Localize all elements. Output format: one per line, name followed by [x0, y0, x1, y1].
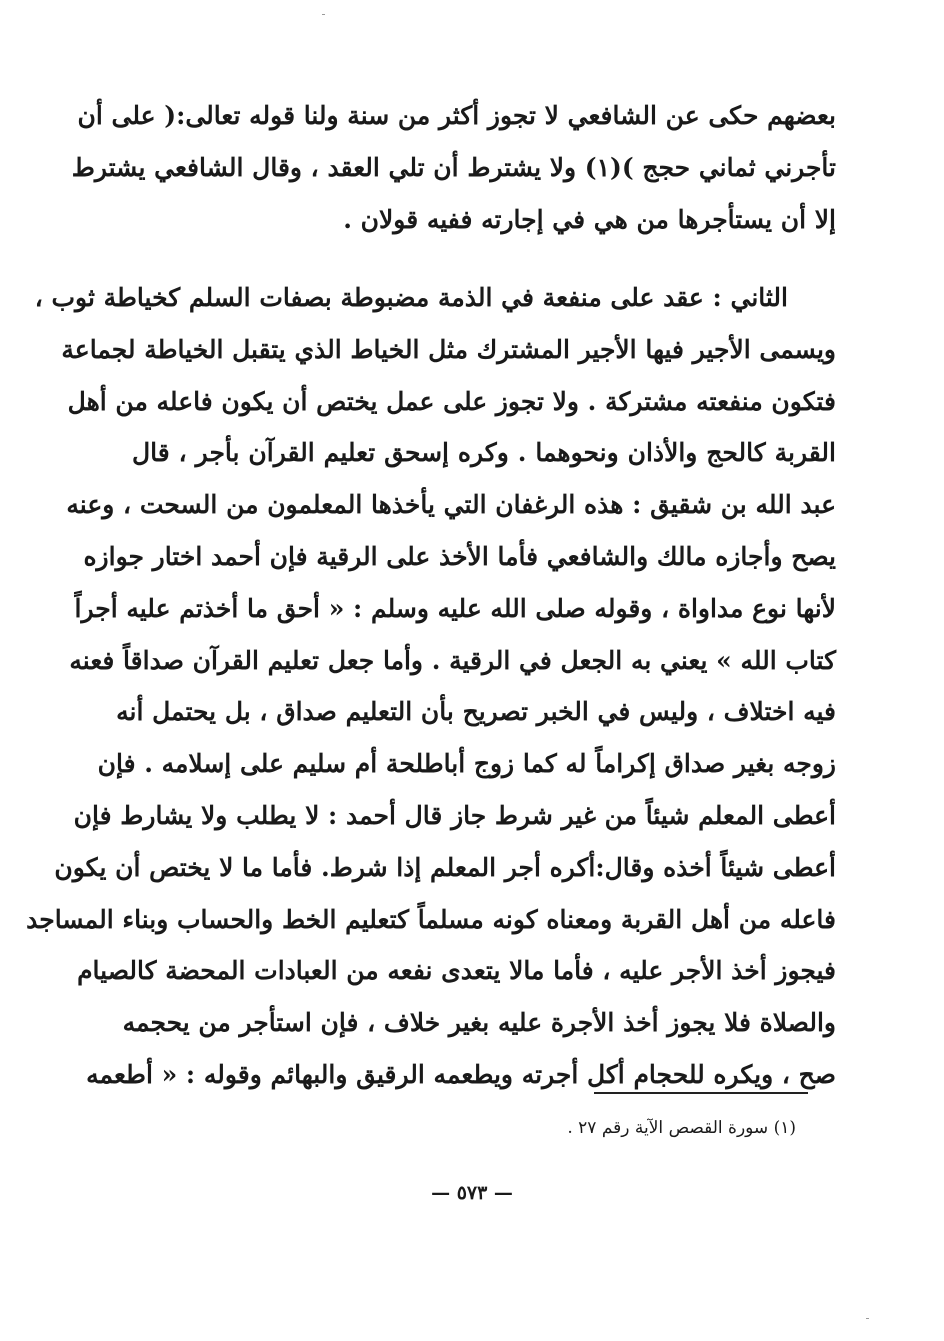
text-line: يصح وأجازه مالك والشافعي فأما الأخذ على الرقية فإن أحمد اختار جوازه [83, 541, 836, 571]
footnote-divider [594, 1092, 808, 1094]
text-line: صح ، ويكره للحجام أكل أجرته ويطعمه الرقيق والبهائم وقوله : « أطعمه [86, 1059, 836, 1089]
text-line: لأنها نوع مداواة ، وقوله صلى الله عليه وسلم : « أحق ما أخذتم عليه أجراً [74, 593, 836, 623]
scan-speck [866, 1318, 869, 1319]
text-line: فيجوز أخذ الأجر عليه ، فأما مالا يتعدى نفعه من العبادات المحضة كالصيام [77, 956, 836, 986]
scan-speck [322, 14, 325, 15]
paragraph-1 [71, 90, 836, 246]
text-line: كتاب الله » يعني به الجعل في الرقية . وأما جعل تعليم القرآن صداقاً فعنه [69, 645, 836, 675]
text-line: زوجه بغير صداق إكراماً له كما زوج أباطلحة أم سليم على إسلامه . فإن [97, 749, 836, 779]
text-line: ويسمى الأجير فيها الأجير المشترك مثل الخياط الذي يتقبل الخياطة لجماعة [61, 334, 836, 364]
text-line: القربة كالحج والأذان ونحوهما . وكره إسحق تعليم القرآن بأجر ، قال [132, 438, 836, 468]
text-line: عبد الله بن شقيق : هذه الرغفان التي يأخذها المعلمون من السحت ، وعنه [66, 490, 836, 520]
text-line: فاعله من أهل القربة ومعناه كونه مسلماً كتعليم الخط والحساب وبناء المساجد [26, 904, 836, 934]
text-line: بعضهم حكى عن الشافعي لا تجوز أكثر من سنة ولنا قوله تعالى:( على أن [77, 101, 836, 130]
text-line: أعطى شيئاً أخذه وقال:أكره أجر المعلم إذا شرط. فأما ما لا يختص أن يكون [54, 852, 836, 882]
text-line: إلا أن يستأجرها من هي في إجارته ففيه قولان . [343, 205, 836, 234]
page-number: — ٥٧٣ — [431, 1182, 513, 1204]
text-line: فتكون منفعته مشتركة . ولا تجوز على عمل يختص أن يكون فاعله من أهل [67, 386, 836, 416]
paragraph-2 [26, 272, 836, 1101]
text-line: أعطى المعلم شيئاً من غير شرط جاز قال أحمد : لا يطلب ولا يشارط فإن [73, 800, 836, 830]
text-line: فيه اختلاف ، وليس في الخبر تصريح بأن التعليم صداق ، بل يحتمل أنه [116, 697, 836, 727]
footnote: (١) سورة القصص الآية رقم ٢٧ . [567, 1118, 796, 1138]
text-line: الثاني : عقد على منفعة في الذمة مضبوطة بصفات السلم كخياطة ثوب ، [34, 283, 788, 312]
text-line: تأجرني ثماني حجج )(١) ولا يشترط أن تلي العقد ، وقال الشافعي يشترط [71, 153, 836, 182]
text-line: والصلاة فلا يجوز أخذ الأجرة عليه بغير خلاف ، فإن استأجر من يحجمه [122, 1008, 836, 1038]
